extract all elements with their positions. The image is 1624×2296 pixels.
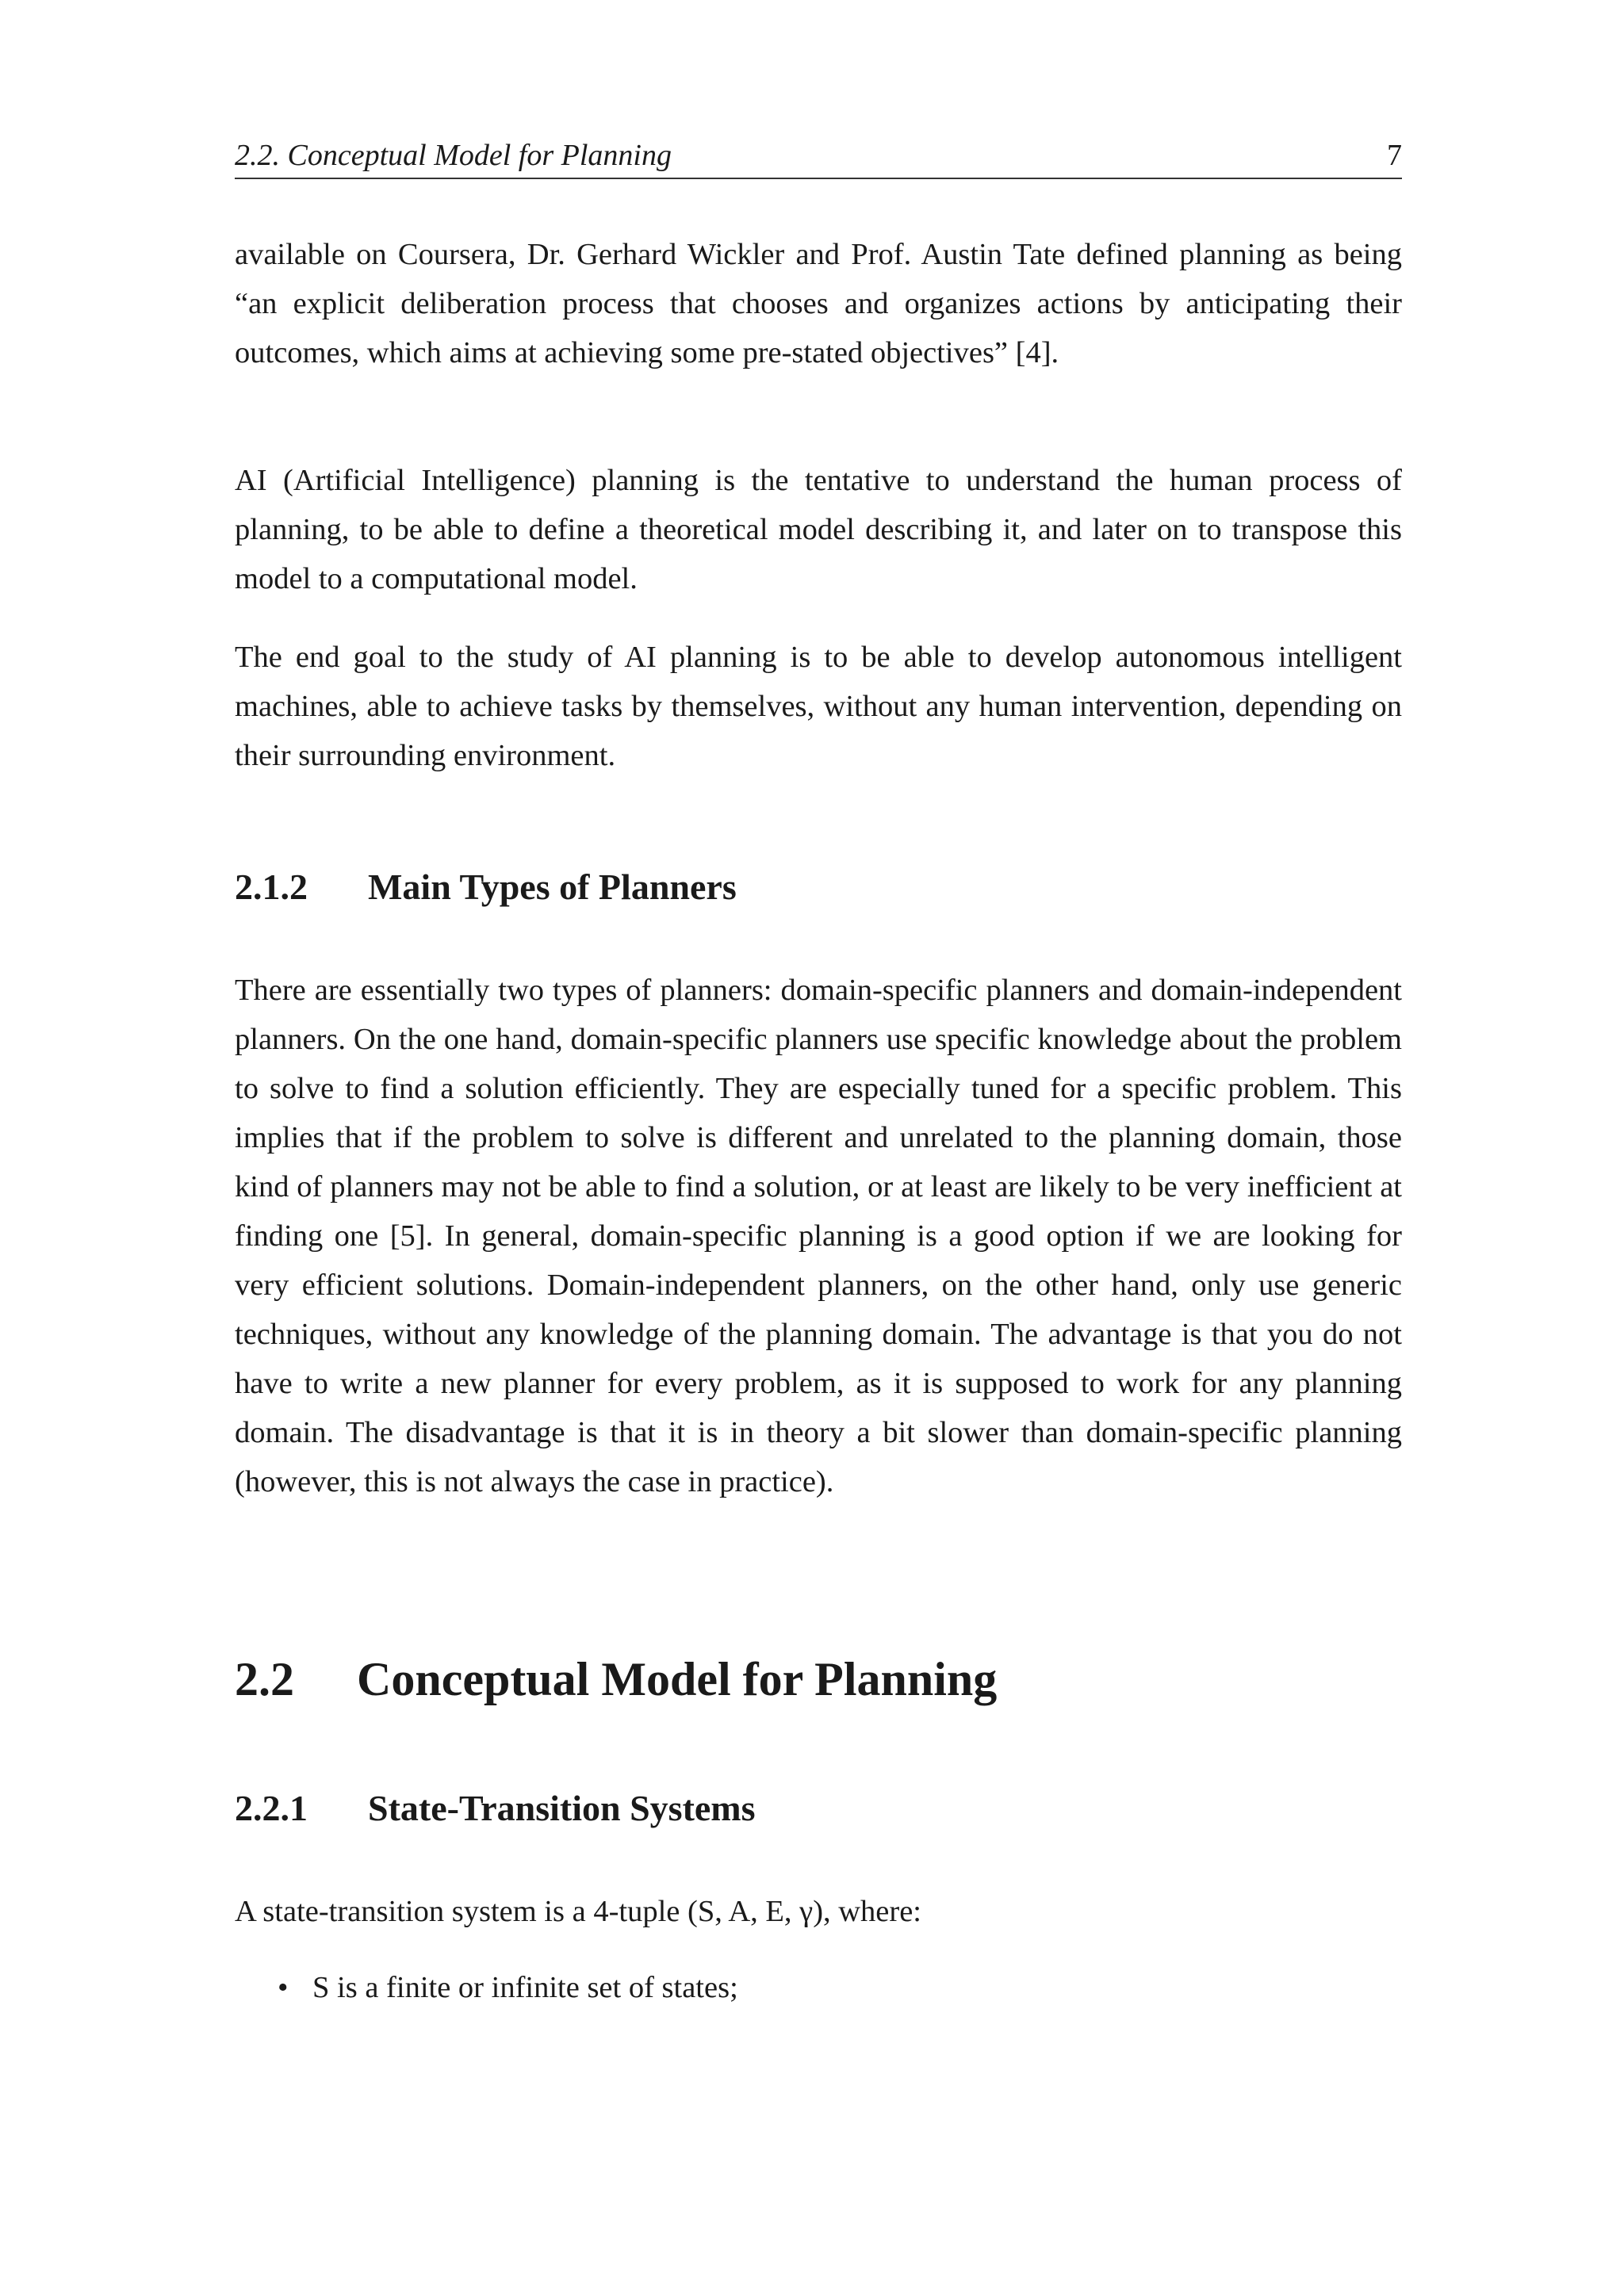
paragraph-end-goal: The end goal to the study of AI planning is to be able to develop autonomous intelligent machines, able to achieve tasks by themselves, without any human intervention, depending on their surrounding environment.	[235, 641, 1402, 772]
section-number: 2.2	[235, 1653, 294, 1705]
section-title: Main Types of Planners	[368, 867, 737, 907]
list-item-text: S is a finite or infinite set of states;	[312, 1971, 738, 2004]
list-item	[278, 1963, 1402, 2012]
bullet-icon: •	[278, 1971, 289, 2004]
running-head-section-title: 2.2. Conceptual Model for Planning	[235, 139, 672, 172]
paragraph-ai-planning: AI (Artificial Intelligence) planning is the tentative to understand the human process of planning, to be able to define a theoretical model describing it, and later on to transpose this model to a computational model.	[235, 464, 1402, 595]
paragraph-planner-types: There are essentially two types of planners: domain-specific planners and domain-independent planners. On the one hand, domain-specific planners use specific knowledge about the problem to solve to find a solution efficiently. They are especially tuned for a specific problem. This implies that if the problem to solve is different and unrelated to the planning domain, those kind of planners may not be able to find a solution, or at least are likely to be very inefficient at finding one [5]. In general, domain-specific planning is a good option if we are looking for very efficient solutions. Domain-independent planners, on the other hand, only use generic techniques, without any knowledge of the planning domain. The advantage is that you do not have to write a new planner for every problem, as it is supposed to work for any planning domain. The disadvantage is that it is in theory a bit slower than domain-specific planning (however, this is not always the case in practice).	[235, 974, 1402, 1498]
running-head	[235, 133, 1402, 179]
section-heading-2-2	[235, 1647, 1402, 1711]
section-heading-2-1-2	[235, 863, 1402, 912]
section-heading-2-2-1	[235, 1784, 1402, 1833]
section-title: State-Transition Systems	[368, 1788, 756, 1828]
paragraph-coursera-definition: available on Coursera, Dr. Gerhard Wickler and Prof. Austin Tate defined planning as being “an explicit deliberation process that chooses and organizes actions by anticipating their outcomes, which aims at achieving some pre-stated objectives” [4].	[235, 238, 1402, 369]
state-transition-components-list	[278, 1963, 1402, 2012]
section-number: 2.2.1	[235, 1788, 308, 1828]
paragraph-state-transition-intro: A state-transition system is a 4-tuple (S, A, E, γ), where:	[235, 1895, 922, 1928]
page-number: 7	[1387, 139, 1402, 172]
section-title: Conceptual Model for Planning	[357, 1653, 998, 1705]
section-number: 2.1.2	[235, 867, 308, 907]
